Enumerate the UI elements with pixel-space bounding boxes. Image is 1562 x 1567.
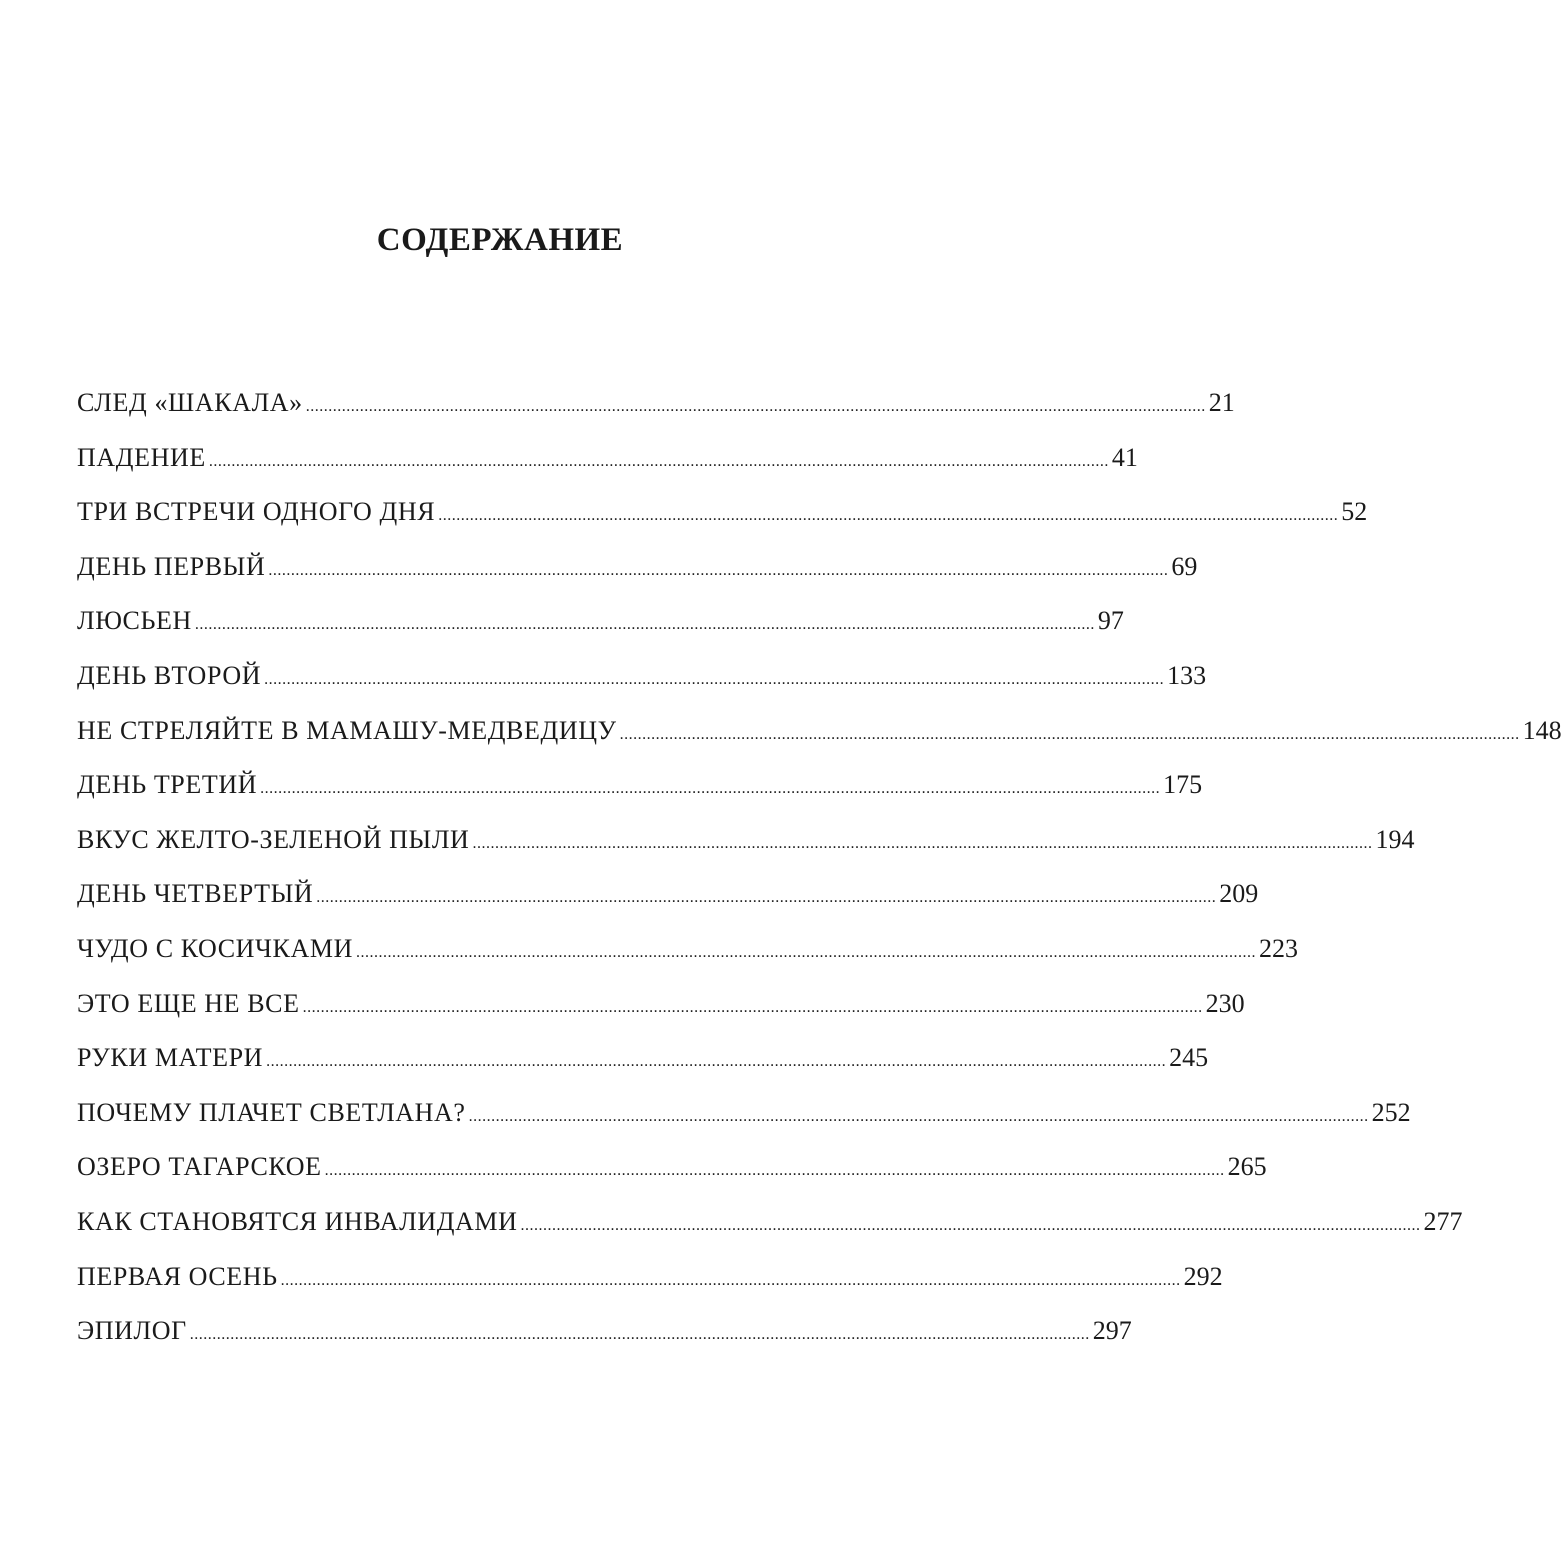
toc-entry[interactable]	[77, 933, 1298, 989]
toc-entry-page: 194	[1375, 824, 1415, 854]
toc-entry[interactable]	[77, 660, 1207, 716]
dot-leader: ........................................................................................................................................................................................................	[316, 889, 1217, 907]
toc-entry-page: 209	[1219, 879, 1259, 909]
toc-entry[interactable]	[77, 879, 1259, 934]
dot-leader: ........................................................................................................................................................................................................	[260, 780, 1161, 798]
toc-entry-page: 148	[1522, 715, 1562, 745]
toc-entry[interactable]	[77, 988, 1245, 1044]
toc-entry-title: НЕ СТРЕЛЯЙТЕ В МАМАШУ-МЕДВЕДИЦУ	[77, 715, 617, 745]
dot-leader: ........................................................................................................................................................................................................	[619, 725, 1520, 743]
toc-entry[interactable]	[77, 770, 1203, 825]
dot-leader: ........................................................................................................................................................................................................	[355, 943, 1256, 961]
toc-entry-title: ЭТО ЕЩЕ НЕ ВСЕ	[77, 988, 300, 1018]
toc-entry[interactable]	[77, 1152, 1267, 1207]
toc-entry-title: ПОЧЕМУ ПЛАЧЕТ СВЕТЛАНА?	[77, 1097, 466, 1127]
dot-leader: ........................................................................................................................................................................................................	[208, 452, 1109, 470]
dot-leader: ........................................................................................................................................................................................................	[266, 1053, 1167, 1071]
toc-entry-page: 245	[1169, 1043, 1209, 1073]
dot-leader: ........................................................................................................................................................................................................	[520, 1216, 1421, 1234]
toc-entry[interactable]	[77, 1206, 1463, 1262]
toc-entry-page: 69	[1171, 551, 1198, 581]
toc-entry-title: РУКИ МАТЕРИ	[77, 1043, 264, 1073]
toc-entry-page: 297	[1092, 1316, 1132, 1346]
toc-entry[interactable]	[77, 388, 1235, 443]
toc-entry[interactable]	[77, 824, 1415, 880]
toc-entry-title: ДЕНЬ ВТОРОЙ	[77, 660, 262, 690]
toc-entry[interactable]	[77, 497, 1368, 552]
toc-entry-page: 21	[1208, 388, 1235, 417]
toc-entry-page: 97	[1097, 606, 1124, 636]
dot-leader: ........................................................................................................................................................................................................	[302, 998, 1203, 1016]
toc-entry-title: ТРИ ВСТРЕЧИ ОДНОГО ДНЯ	[77, 497, 436, 527]
dot-leader: ........................................................................................................................................................................................................	[472, 834, 1373, 852]
toc-entry-page: 133	[1167, 660, 1207, 690]
toc-entry-page: 52	[1341, 497, 1368, 527]
toc-entry[interactable]	[77, 606, 1124, 661]
toc-entry[interactable]	[77, 1261, 1223, 1317]
toc-entry-title: ДЕНЬ ТРЕТИЙ	[77, 770, 258, 800]
toc-entry-title: СЛЕД «ШАКАЛА»	[77, 388, 303, 417]
toc-entry-title: КАК СТАНОВЯТСЯ ИНВАЛИДАМИ	[77, 1206, 518, 1236]
dot-leader: ........................................................................................................................................................................................................	[280, 1271, 1181, 1289]
table-of-contents	[77, 388, 1562, 1371]
toc-entry[interactable]	[77, 1097, 1411, 1153]
dot-leader: ........................................................................................................................................................................................................	[438, 507, 1339, 525]
toc-entry[interactable]	[77, 442, 1138, 498]
toc-entry-title: ПЕРВАЯ ОСЕНЬ	[77, 1261, 278, 1291]
toc-entry[interactable]	[77, 715, 1562, 771]
toc-entry-title: ЛЮСЬЕН	[77, 606, 192, 636]
toc-entry-title: ОЗЕРО ТАГАРСКОЕ	[77, 1152, 322, 1182]
toc-entry-page: 41	[1111, 442, 1138, 472]
toc-entry-title: ЧУДО С КОСИЧКАМИ	[77, 933, 353, 963]
dot-leader: ........................................................................................................................................................................................................	[324, 1162, 1225, 1180]
toc-entry-title: ДЕНЬ ПЕРВЫЙ	[77, 551, 266, 581]
toc-entry-page: 175	[1163, 770, 1203, 800]
toc-entry-page: 277	[1423, 1206, 1463, 1236]
dot-leader: ........................................................................................................................................................................................................	[305, 398, 1206, 415]
toc-entry-title: ВКУС ЖЕЛТО-ЗЕЛЕНОЙ ПЫЛИ	[77, 824, 470, 854]
page-title: СОДЕРЖАНИЕ	[376, 222, 624, 258]
toc-entry-title: ДЕНЬ ЧЕТВЕРТЫЙ	[77, 879, 314, 909]
toc-entry-page: 265	[1227, 1152, 1267, 1182]
toc-entry-title: ПАДЕНИЕ	[77, 442, 206, 472]
dot-leader: ........................................................................................................................................................................................................	[194, 616, 1095, 634]
toc-entry-title: ЭПИЛОГ	[77, 1316, 187, 1346]
dot-leader: ........................................................................................................................................................................................................	[189, 1326, 1090, 1344]
toc-entry-page: 252	[1371, 1097, 1411, 1127]
toc-entry-page: 230	[1205, 988, 1245, 1018]
dot-leader: ........................................................................................................................................................................................................	[268, 561, 1169, 579]
toc-entry-page: 292	[1183, 1261, 1223, 1291]
dot-leader: ........................................................................................................................................................................................................	[264, 670, 1165, 688]
dot-leader: ........................................................................................................................................................................................................	[468, 1107, 1369, 1125]
toc-entry[interactable]	[77, 1043, 1209, 1098]
toc-entry[interactable]	[77, 551, 1198, 607]
toc-entry-page: 223	[1258, 933, 1298, 963]
toc-entry[interactable]	[77, 1316, 1132, 1371]
